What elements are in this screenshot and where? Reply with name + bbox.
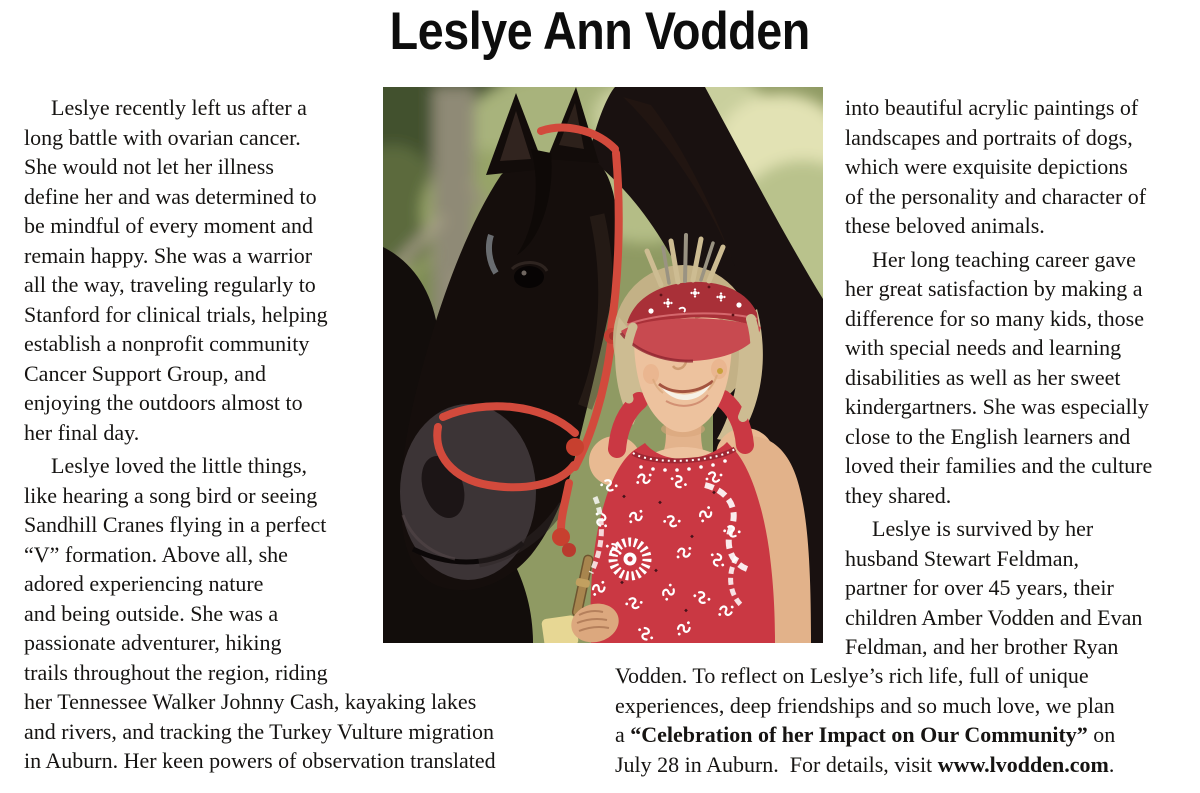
body-text: they shared. [845, 482, 952, 508]
body-text: children Amber Vodden and Evan [845, 604, 1143, 630]
paragraph [845, 514, 1193, 662]
text-line [24, 152, 382, 182]
body-text: “V” formation. Above all, she [24, 541, 288, 567]
text-line [24, 658, 382, 688]
text-line [24, 687, 586, 717]
text-line [845, 392, 1193, 422]
text-line [845, 573, 1193, 603]
text-line [24, 451, 382, 481]
paragraph [845, 93, 1193, 241]
text-line [24, 359, 382, 389]
body-text: establish a nonprofit community [24, 331, 310, 356]
body-text: husband Stewart Feldman, [845, 545, 1080, 571]
body-text: experiences, deep friendships and so much love, we plan [615, 692, 1115, 718]
body-text: Leslye recently left us after a [51, 95, 307, 120]
body-text: Leslye loved the little things, [51, 453, 308, 478]
body-text: define her and was determined to [24, 183, 317, 209]
text-line [24, 270, 382, 300]
body-text: adored experiencing nature [24, 571, 264, 596]
right-column-text [845, 93, 1193, 662]
page-title: Leslye Ann Vodden [389, 2, 811, 61]
paragraph [24, 93, 382, 447]
paragraph [845, 245, 1193, 511]
text-line [24, 540, 382, 570]
text-line [845, 481, 1193, 511]
body-text: partner for over 45 years, their [845, 575, 1114, 600]
text-line [24, 569, 382, 599]
text-line [24, 418, 382, 448]
text-line [24, 510, 382, 540]
photo-illustration [383, 87, 823, 643]
text-line [845, 304, 1193, 334]
left-bottom-text [24, 687, 586, 776]
text-line [615, 720, 1193, 750]
text-line [615, 691, 1193, 721]
body-text: Feldman, and her brother Ryan [845, 634, 1119, 659]
body-text: loved their families and the culture [845, 453, 1153, 478]
body-text: close to the English learners and [845, 423, 1131, 449]
text-line [845, 274, 1193, 304]
body-text: on [1087, 722, 1116, 747]
text-line [24, 211, 382, 241]
text-line [24, 746, 586, 776]
body-text: trails throughout the region, riding [24, 659, 328, 685]
body-text: her great satisfaction by making a [845, 276, 1143, 301]
body-text: in Auburn. Her keen powers of observation translated [24, 748, 496, 773]
text-line [24, 241, 382, 271]
body-text: difference for so many kids, those [845, 305, 1144, 331]
text-line [845, 182, 1193, 212]
text-line [845, 422, 1193, 452]
body-text: landscapes and portraits of dogs, [845, 124, 1133, 150]
body-text: passionate adventurer, hiking [24, 630, 282, 655]
text-line [845, 363, 1193, 393]
body-text: a [615, 722, 631, 747]
right-bottom-text [615, 661, 1193, 779]
body-text: enjoying the outdoors almost to [24, 390, 303, 415]
body-text: Vodden. To reflect on Leslye’s rich life, full of unique [615, 663, 1089, 688]
body-text: like hearing a song bird or seeing [24, 482, 318, 508]
photo-leslye-with-horse [383, 87, 823, 643]
page-title-wrap [0, 2, 1200, 62]
body-text: remain happy. She was a warrior [24, 242, 313, 268]
body-text: and rivers, and tracking the Turkey Vulture migration [24, 718, 494, 744]
paragraph [24, 687, 586, 776]
body-text: of the personality and character of [845, 183, 1147, 209]
body-text: with special needs and learning [845, 335, 1122, 360]
body-text: . [1108, 751, 1115, 777]
body-text: Stanford for clinical trials, helping [24, 301, 328, 327]
text-line [845, 514, 1193, 544]
body-text: and being outside. She was a [24, 600, 279, 626]
text-line [24, 481, 382, 511]
body-text: disabilities as well as her sweet [845, 364, 1121, 390]
left-column-text [24, 93, 382, 687]
text-line [24, 182, 382, 212]
body-text: her Tennessee Walker Johnny Cash, kayaking lakes [24, 689, 477, 714]
text-line [845, 333, 1193, 363]
text-line [845, 451, 1193, 481]
earring [717, 368, 723, 374]
text-line [24, 599, 382, 629]
paragraph [615, 661, 1193, 779]
emphasized-text: “Celebration of her Impact on Our Community” [630, 722, 1088, 747]
body-text: Leslye is survived by her [872, 516, 1094, 541]
text-line [845, 245, 1193, 275]
text-line [845, 632, 1193, 662]
body-text: Sandhill Cranes flying in a perfect [24, 512, 327, 537]
text-line [845, 544, 1193, 574]
text-line [24, 329, 382, 359]
body-text: these beloved animals. [845, 213, 1045, 238]
body-text: which were exquisite depictions [845, 154, 1128, 179]
text-line [24, 93, 382, 123]
text-line [615, 750, 1193, 780]
body-text: July 28 in Auburn. For details, visit [615, 751, 938, 777]
text-line [845, 603, 1193, 633]
text-line [24, 300, 382, 330]
text-line [24, 388, 382, 418]
text-line [24, 717, 586, 747]
text-line [845, 93, 1193, 123]
body-text: into beautiful acrylic paintings of [845, 95, 1139, 120]
text-line [24, 628, 382, 658]
body-text: long battle with ovarian cancer. [24, 124, 301, 150]
body-text: Cancer Support Group, and [24, 360, 266, 386]
text-line [615, 661, 1193, 691]
body-text: be mindful of every moment and [24, 213, 313, 238]
text-line [24, 123, 382, 153]
paragraph [24, 451, 382, 687]
body-text: She would not let her illness [24, 154, 274, 179]
text-line [845, 152, 1193, 182]
body-text: all the way, traveling regularly to [24, 272, 316, 297]
body-text: Her long teaching career gave [872, 246, 1136, 272]
text-line [845, 123, 1193, 153]
text-line [845, 211, 1193, 241]
emphasized-text: www.lvodden.com [937, 751, 1109, 777]
body-text: her final day. [24, 419, 140, 445]
body-text: kindergartners. She was especially [845, 394, 1149, 419]
